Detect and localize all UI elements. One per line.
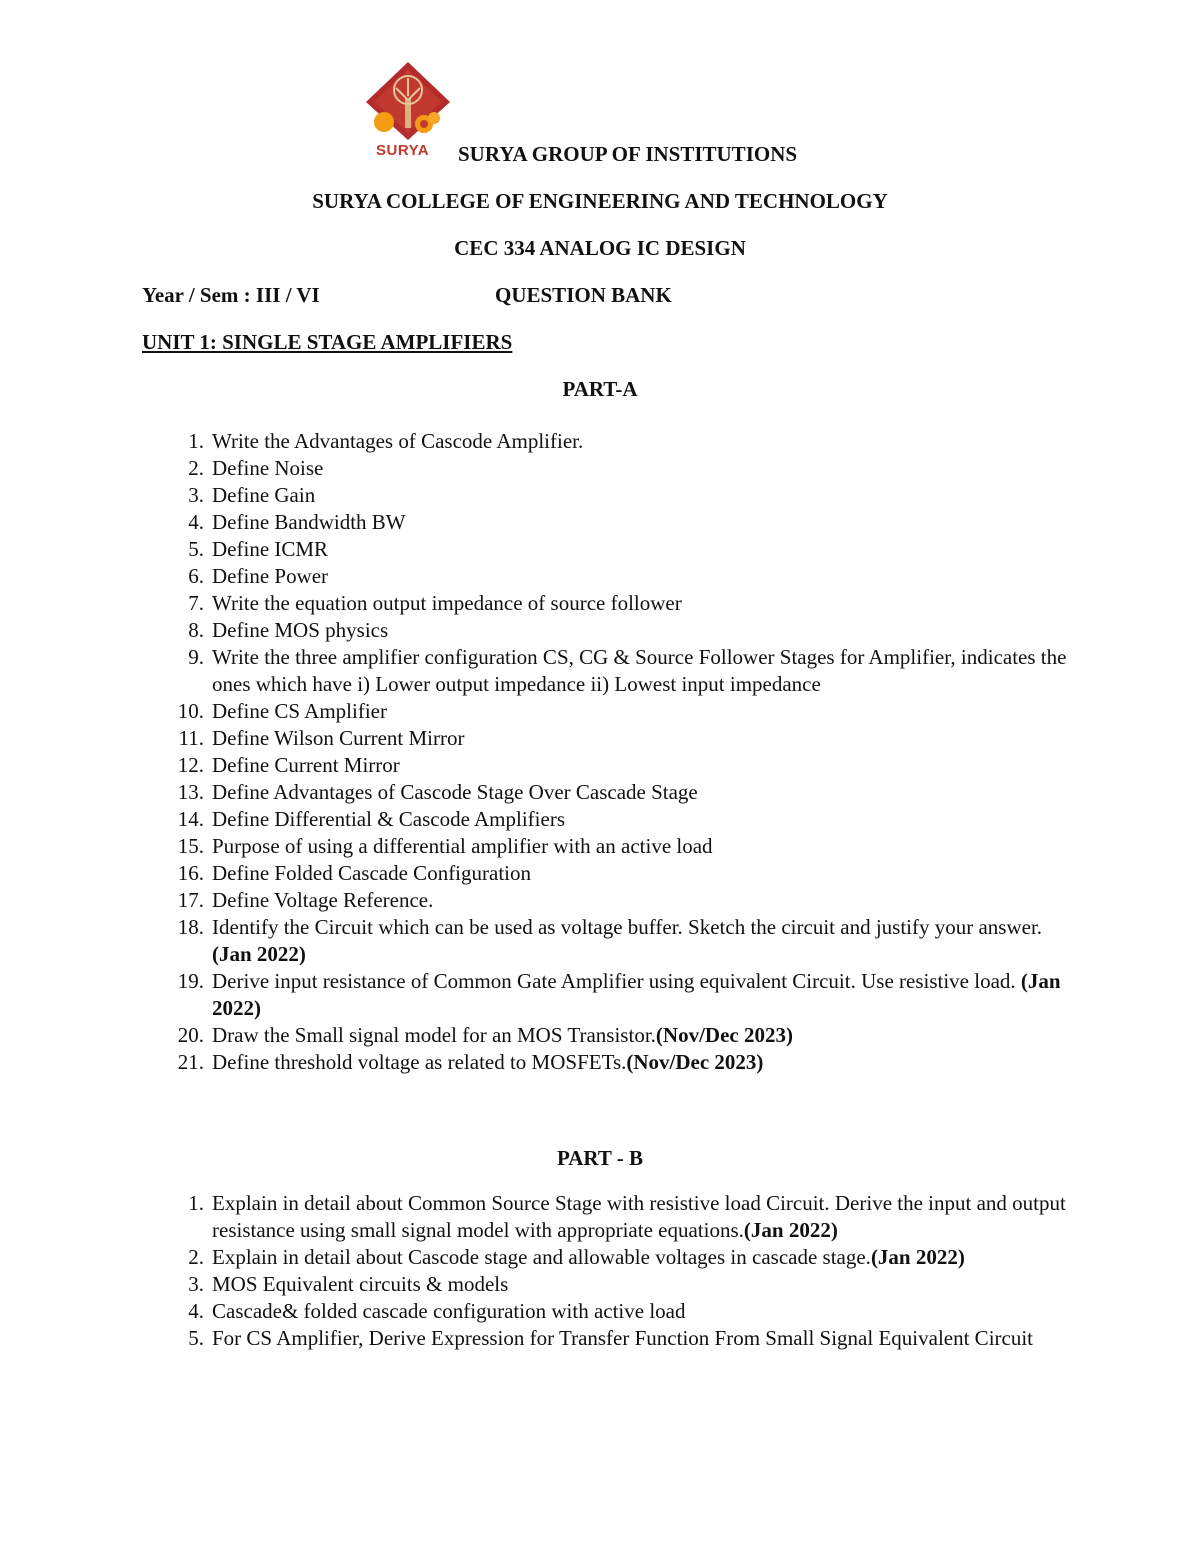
question-item xyxy=(170,725,1070,752)
part-b-heading: PART - B xyxy=(557,1146,643,1170)
question-number: 4. xyxy=(188,510,204,534)
question-number: 18. xyxy=(177,915,204,939)
question-number: 12. xyxy=(177,753,204,777)
question-item xyxy=(170,1271,1070,1298)
question-item xyxy=(170,698,1070,725)
question-text: Define Current Mirror xyxy=(212,753,400,777)
question-text: Define Differential & Cascode Amplifiers xyxy=(212,807,566,831)
question-number: 8. xyxy=(188,618,204,642)
question-text: Derive input resistance of Common Gate Amplifier using equivalent Circuit. Use resistive load. xyxy=(212,969,1021,993)
question-number: 1. xyxy=(188,1191,204,1215)
part-a-heading: PART-A xyxy=(562,377,638,401)
document-type: QUESTION BANK xyxy=(495,283,672,307)
question-item xyxy=(170,455,1070,482)
logo-text: SURYA xyxy=(376,142,430,159)
question-number: 3. xyxy=(188,483,204,507)
unit-title: UNIT 1: SINGLE STAGE AMPLIFIERS xyxy=(142,330,513,354)
question-text: Define Advantages of Cascode Stage Over Cascade Stage xyxy=(212,780,698,804)
question-text: Identify the Circuit which can be used as voltage buffer. Sketch the circuit and justify your answer. xyxy=(212,915,1043,939)
logo-emblem xyxy=(362,60,454,142)
question-text: Write the equation output impedance of source follower xyxy=(212,591,682,615)
question-item xyxy=(170,536,1070,563)
exam-date-tag: (Jan 2022) xyxy=(743,1218,838,1242)
question-item xyxy=(170,779,1070,806)
question-item xyxy=(170,1049,1070,1076)
question-number: 20. xyxy=(177,1023,204,1047)
question-number: 6. xyxy=(188,564,204,588)
question-item xyxy=(170,1325,1070,1352)
question-text: Define MOS physics xyxy=(212,618,389,642)
question-text: Define Folded Cascade Configuration xyxy=(212,861,531,885)
question-item xyxy=(170,1190,1070,1244)
question-text: Define threshold voltage as related to MOSFETs. xyxy=(212,1050,627,1074)
question-item xyxy=(170,617,1070,644)
question-number: 21. xyxy=(177,1050,204,1074)
question-text: Define CS Amplifier xyxy=(212,699,387,723)
question-item xyxy=(170,968,1070,1022)
question-item xyxy=(170,1244,1070,1271)
question-item xyxy=(170,590,1070,617)
question-text: Define Wilson Current Mirror xyxy=(212,726,465,750)
exam-date-tag: (Nov/Dec 2023) xyxy=(626,1050,764,1074)
institution-logo xyxy=(362,60,454,164)
question-item xyxy=(170,1298,1070,1325)
question-number: 16. xyxy=(177,861,204,885)
question-item xyxy=(170,644,1070,698)
question-text: Define Gain xyxy=(212,483,316,507)
question-text: MOS Equivalent circuits & models xyxy=(212,1272,509,1296)
question-text: Define Noise xyxy=(212,456,324,480)
question-number: 5. xyxy=(188,1326,204,1350)
exam-date-tag: (Nov/Dec 2023) xyxy=(655,1023,793,1047)
question-item xyxy=(170,563,1070,590)
question-number: 5. xyxy=(188,537,204,561)
question-text: Explain in detail about Cascode stage and allowable voltages in cascade stage. xyxy=(212,1245,871,1269)
question-item xyxy=(170,482,1070,509)
question-item xyxy=(170,887,1070,914)
question-number: 13. xyxy=(177,780,204,804)
question-number: 7. xyxy=(188,591,204,615)
exam-date-tag: (Jan 2022) xyxy=(212,969,1061,1020)
question-item xyxy=(170,833,1070,860)
question-text: Define ICMR xyxy=(212,537,329,561)
question-item xyxy=(170,1022,1070,1049)
question-number: 3. xyxy=(188,1272,204,1296)
question-text: Define Voltage Reference. xyxy=(212,888,434,912)
year-sem: Year / Sem : III / VI xyxy=(142,283,320,307)
question-text: Draw the Small signal model for an MOS Transistor. xyxy=(212,1023,656,1047)
question-item xyxy=(170,509,1070,536)
exam-date-tag: (Jan 2022) xyxy=(212,942,306,966)
question-number: 17. xyxy=(177,888,204,912)
question-number: 19. xyxy=(177,969,204,993)
question-number: 4. xyxy=(188,1299,204,1323)
question-text: Define Bandwidth BW xyxy=(212,510,406,534)
question-number: 11. xyxy=(178,726,204,750)
question-item xyxy=(170,914,1070,968)
question-text: For CS Amplifier, Derive Expression for Transfer Function From Small Signal Equivalent Circuit xyxy=(212,1326,1034,1350)
question-item xyxy=(170,752,1070,779)
question-item xyxy=(170,806,1070,833)
question-number: 2. xyxy=(188,1245,204,1269)
question-text: Cascade& folded cascade configuration with active load xyxy=(212,1299,686,1323)
question-text: Explain in detail about Common Source Stage with resistive load Circuit. Derive the input and output resistance using small signal model with appropriate equations. xyxy=(212,1191,1066,1242)
course-title: CEC 334 ANALOG IC DESIGN xyxy=(454,236,746,260)
question-text: Write the Advantages of Cascode Amplifier. xyxy=(212,429,584,453)
question-number: 2. xyxy=(188,456,204,480)
question-item xyxy=(170,428,1070,455)
question-number: 1. xyxy=(188,429,204,453)
question-text: Write the three amplifier configuration CS, CG & Source Follower Stages for Amplifier, indicates the ones which have i) Lower output impedance ii) Lowest input impedance xyxy=(212,645,1067,696)
question-item xyxy=(170,860,1070,887)
college-name: SURYA COLLEGE OF ENGINEERING AND TECHNOLOGY xyxy=(312,189,888,213)
group-name: SURYA GROUP OF INSTITUTIONS xyxy=(458,142,798,166)
part-b-questions xyxy=(170,1190,1070,1352)
question-text: Purpose of using a differential amplifier with an active load xyxy=(212,834,713,858)
question-number: 9. xyxy=(188,645,204,669)
question-text: Define Power xyxy=(212,564,329,588)
question-number: 10. xyxy=(177,699,204,723)
exam-date-tag: (Jan 2022) xyxy=(870,1245,965,1269)
question-number: 14. xyxy=(177,807,204,831)
question-number: 15. xyxy=(177,834,204,858)
part-a-questions xyxy=(170,428,1070,1076)
